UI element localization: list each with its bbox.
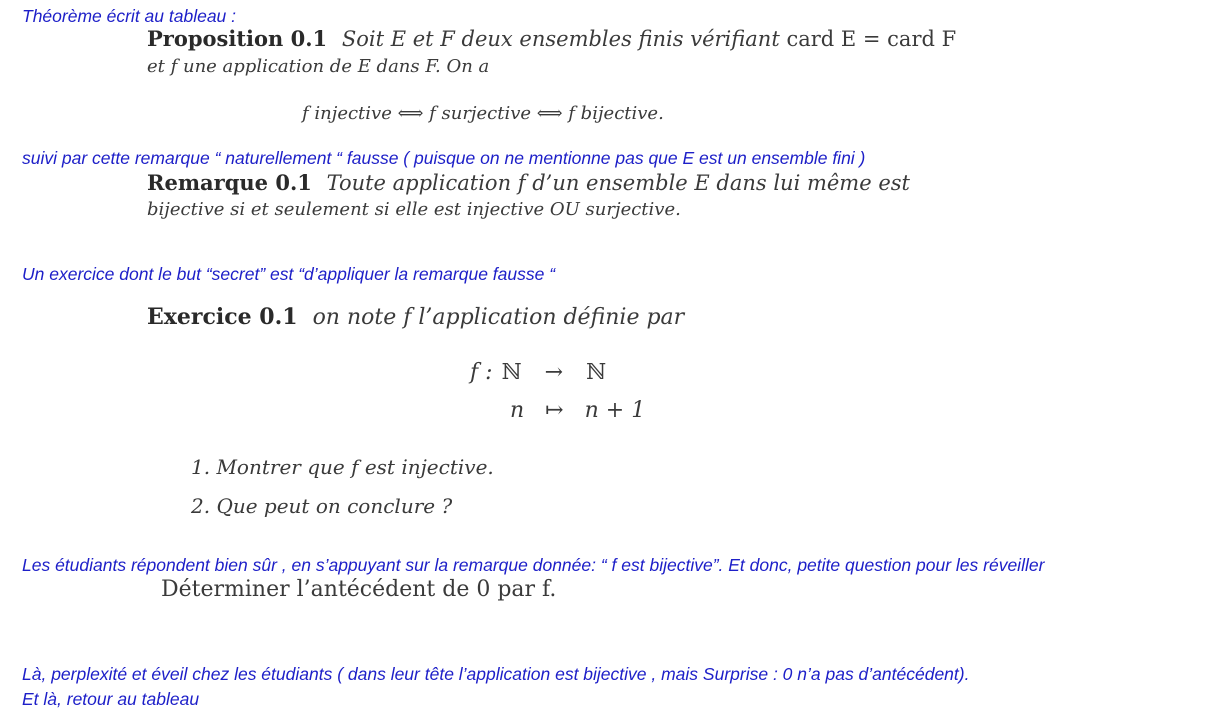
remark-line-1 [147, 170, 910, 195]
function-variable: n [510, 398, 525, 423]
function-definition-row-2 [510, 398, 645, 423]
function-codomain: ℕ [586, 360, 607, 385]
mapsto-icon: ↦ [545, 398, 564, 423]
proposition-heading: Proposition 0.1 [147, 26, 328, 51]
comment-back-to-board: Et là, retour au tableau [22, 689, 200, 709]
proposition-card-equality: card E = card F [786, 27, 957, 51]
remark-text-1: Toute application f d’un ensemble E dans lui même est [326, 171, 910, 195]
exercise-intro: on note f l’application définie par [312, 305, 685, 330]
comment-theorem-intro: Théorème écrit au tableau : [22, 6, 237, 26]
function-definition-row-1 [470, 360, 606, 385]
comment-student-answer: Les étudiants répondent bien sûr , en s’appuyant sur la remarque donnée: “ f est bijective”. Et donc, petite question pour les réveiller [22, 555, 1045, 575]
arrow-icon: → [544, 360, 564, 385]
function-image: n + 1 [584, 398, 646, 423]
function-symbol: f : [470, 360, 493, 385]
exercise-line-1 [147, 304, 684, 330]
remark-line-2: bijective si et seulement si elle est injective OU surjective. [147, 199, 681, 220]
exercise-heading: Exercice 0.1 [147, 304, 298, 330]
exercise-item-2: 2. Que peut on conclure ? [191, 494, 453, 518]
comment-remark-intro: suivi par cette remarque “ naturellement “ fausse ( puisque on ne mentionne pas que E est un ensemble fini ) [22, 148, 866, 168]
comment-surprise: Là, perplexité et éveil chez les étudiants ( dans leur tête l’application est bijective , mais Surprise : 0 n’a pas d’antécédent). [22, 664, 970, 684]
follow-up-question: Déterminer l’antécédent de 0 par f. [161, 577, 557, 602]
remark-heading: Remarque 0.1 [147, 170, 312, 195]
proposition-line-1 [147, 26, 956, 51]
function-domain: ℕ [501, 360, 522, 385]
proposition-line-2: et f une application de E dans F. On a [147, 56, 490, 77]
comment-exercise-intro: Un exercice dont le but “secret” est “d’appliquer la remarque fausse “ [22, 264, 556, 284]
proposition-hypothesis: Soit E et F deux ensembles finis vérifiant [341, 27, 780, 51]
proposition-equivalence: f injective ⟺ f surjective ⟺ f bijective. [302, 103, 664, 124]
exercise-item-1: 1. Montrer que f est injective. [191, 455, 494, 479]
